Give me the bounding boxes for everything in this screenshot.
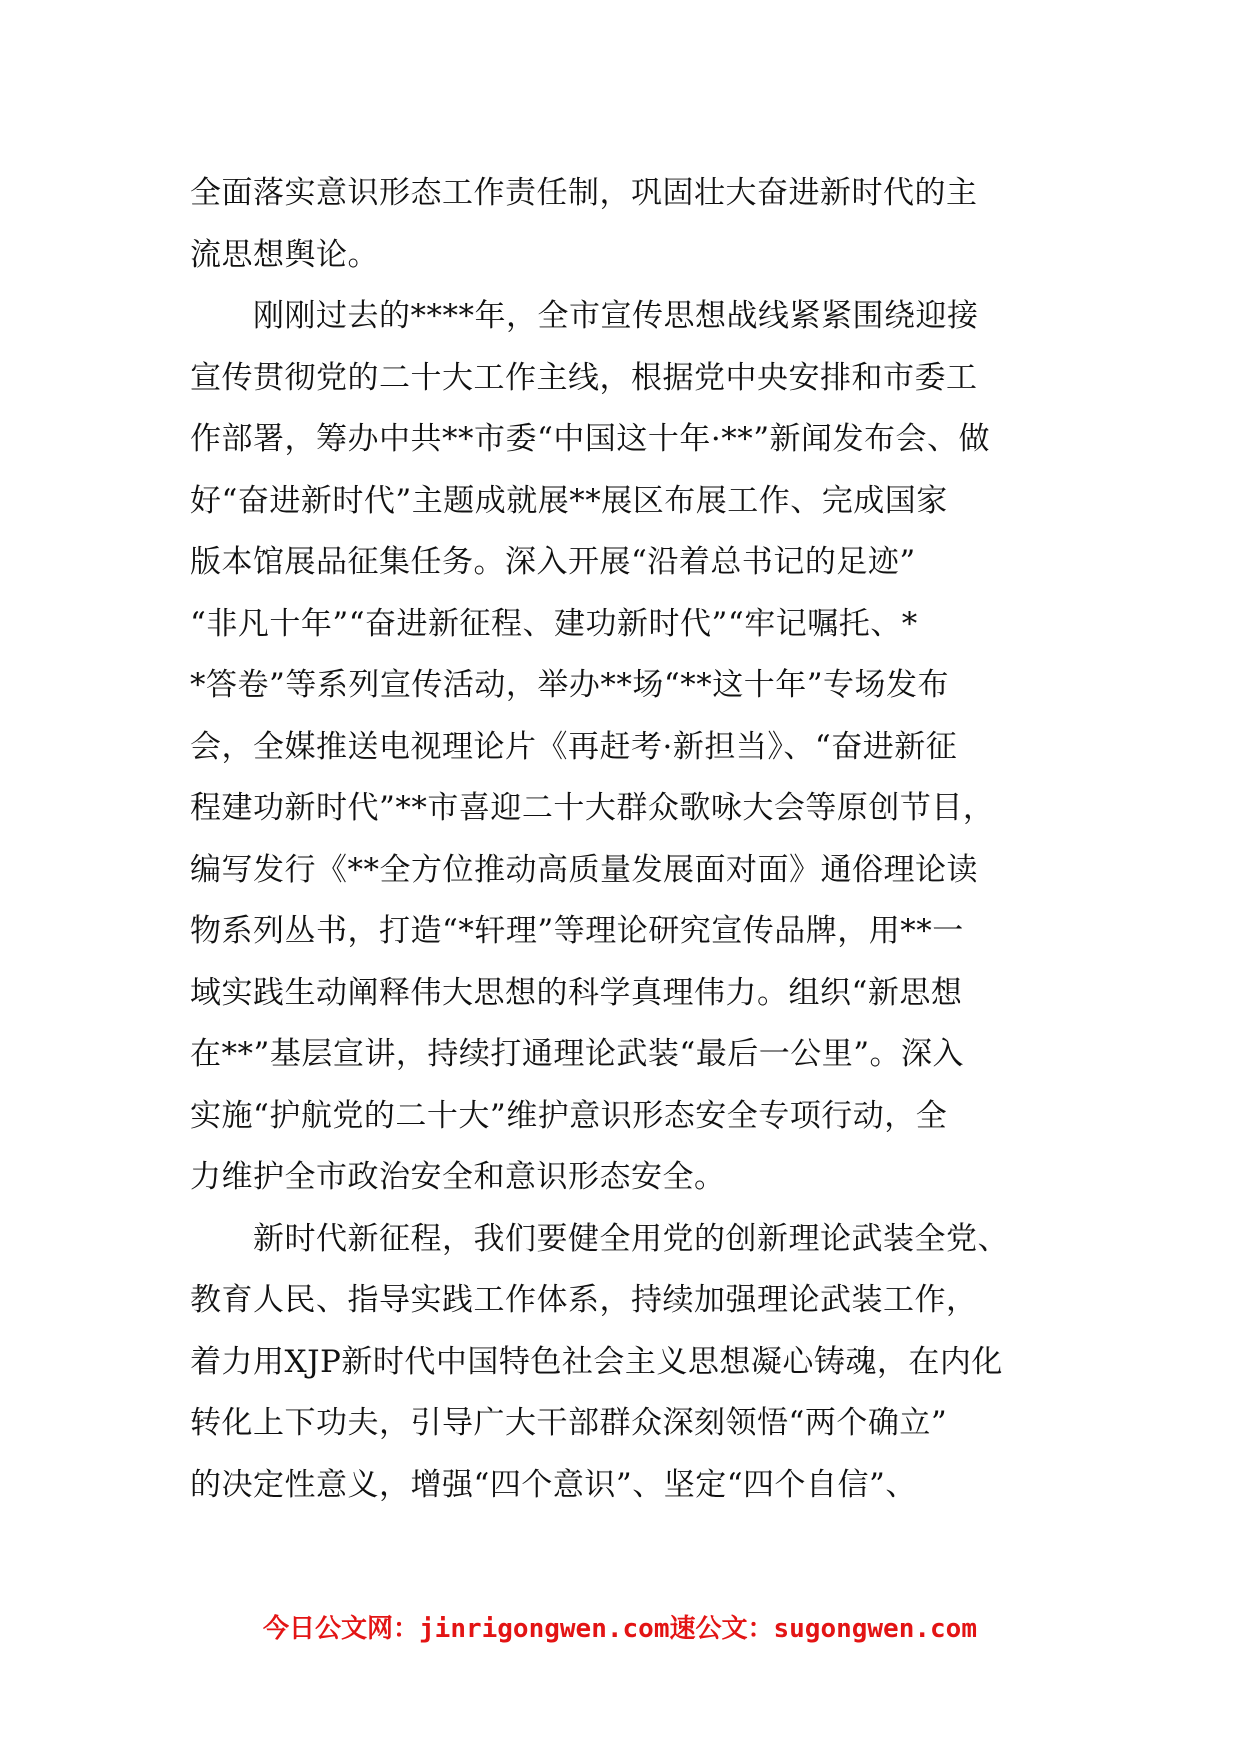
text-line: 好“奋进新时代”主题成就展**展区布展工作、完成国家 — [190, 482, 948, 519]
footer-site1-link[interactable]: jinrigongwen.com — [419, 1614, 670, 1644]
text-line: “非凡十年”“奋进新征程、建功新时代”“牢记嘱托、* — [190, 605, 918, 642]
text-line: 转化上下功夫，引导广大干部群众深刻领悟“两个确立” — [190, 1405, 948, 1441]
text-line: 域实践生动阐释伟大思想的科学真理伟力。组织“新思想 — [190, 974, 963, 1011]
text-line: 着力用XJP新时代中国特色社会主义思想凝心铸魂，在内化 — [190, 1343, 1003, 1380]
text-line: 宣传贯彻党的二十大工作主线，根据党中央安排和市委工 — [190, 359, 978, 396]
text-line: *答卷”等系列宣传活动，举办**场“**这十年”专场发布 — [190, 667, 950, 703]
text-line: 力维护全市政治安全和意识形态安全。 — [190, 1159, 726, 1195]
text-line: 版本馆展品征集任务。深入开展“沿着总书记的足迹” — [190, 544, 916, 580]
text-line: 实施“护航党的二十大”维护意识形态安全专项行动，全 — [190, 1097, 948, 1134]
text-line: 教育人民、指导实践工作体系，持续加强理论武装工作， — [190, 1282, 978, 1318]
footer-site1-name: 今日公文网： — [263, 1614, 420, 1644]
text-line: 流思想舆论。 — [190, 236, 379, 273]
text-line: 作部署，筹办中共**市委“中国这十年·**”新闻发布会、做 — [190, 421, 991, 457]
text-line: 在**”基层宣讲，持续打通理论武装“最后一公里”。深入 — [190, 1036, 965, 1072]
text-line: 物系列丛书，打造“*轩理”等理论研究宣传品牌，用**一 — [190, 913, 964, 949]
text-line: 刚刚过去的****年，全市宣传思想战线紧紧围绕迎接 — [190, 298, 979, 334]
text-line: 程建功新时代”**市喜迎二十大群众歌咏大会等原创节目， — [190, 790, 995, 826]
text-line: 新时代新征程，我们要健全用党的创新理论武装全党、 — [190, 1220, 1009, 1257]
footer-site2-name: 速公文： — [669, 1614, 774, 1644]
text-line: 的决定性意义，增强“四个意识”、坚定“四个自信”、 — [190, 1466, 917, 1503]
text-line: 全面落实意识形态工作责任制，巩固壮大奋进新时代的主 — [190, 175, 978, 211]
footer-site2-link[interactable]: sugongwen.com — [773, 1614, 977, 1644]
text-line: 编写发行《**全方位推动高质量发展面对面》通俗理论读 — [190, 851, 978, 888]
footer-watermark — [0, 1608, 1240, 1645]
body-text — [190, 163, 1050, 1516]
text-line: 会，全媒推送电视理论片《再赶考·新担当》、“奋进新征 — [190, 728, 958, 765]
